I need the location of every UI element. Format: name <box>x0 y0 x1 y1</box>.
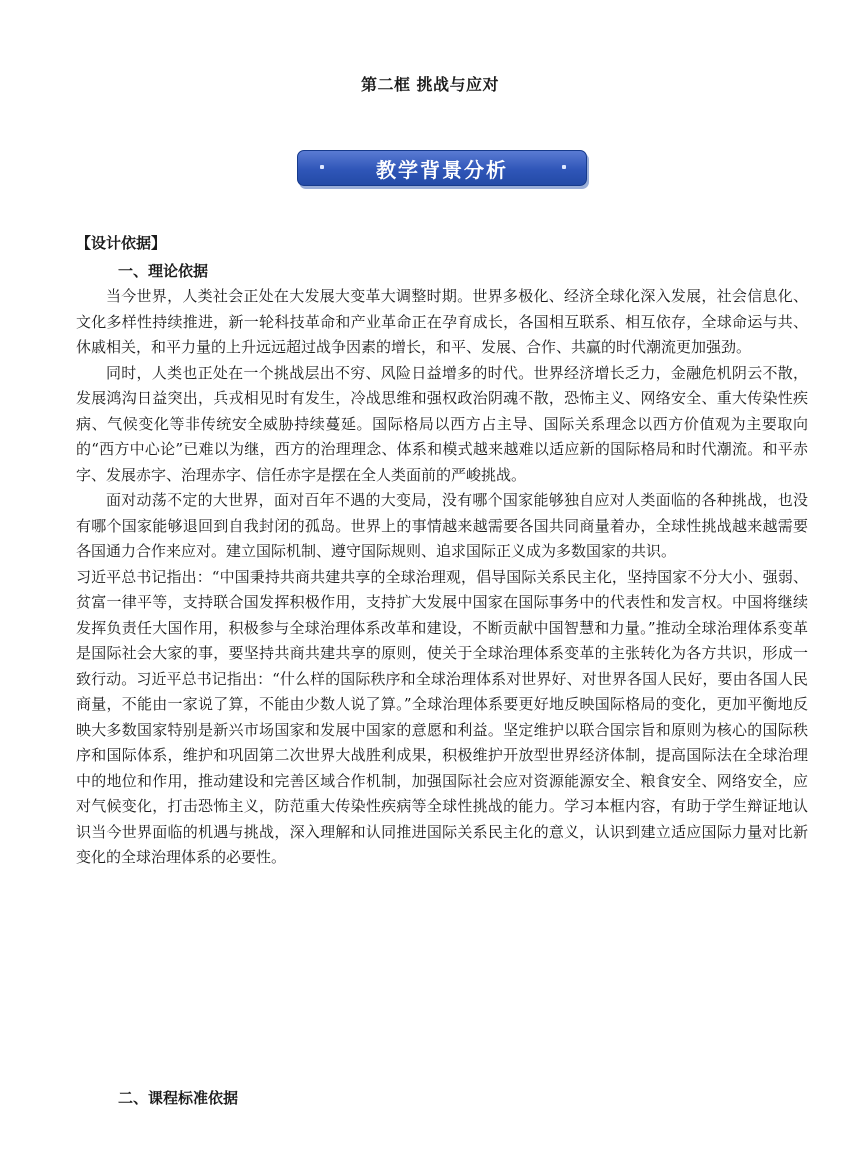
curriculum-standard-heading: 二、课程标准依据 <box>118 1089 239 1107</box>
theory-basis-heading: 一、理论依据 <box>118 262 209 280</box>
page-title: 第二框 挑战与应对 <box>360 75 500 94</box>
banner-label: 教学背景分析 <box>376 157 508 182</box>
paragraph: 习近平总书记指出：“中国秉持共商共建共享的全球治理观，倡导国际关系民主化，坚持国家不分大小、强弱、贫富一律平等，支持联合国发挥积极作用，支持扩大发展中国家在国际事务中的代表性和发言权。中国将继续发挥负责任大国作用，积极参与全球治理体系改革和建设，不断贡献中国智慧和力量。”推动全球治理体系变革是国际社会大家的事，要坚持共商共建共享的原则，使关于全球治理体系变革的主张转化为各方共识，形成一致行动。习近平总书记指出：“什么样的国际秩序和全球治理体系对世界好、对世界各国人民好，要由各国人民商量，不能由一家说了算，不能由少数人说了算。”全球治理体系要更好地反映国际格局的变化，更加平衡地反映大多数国家特别是新兴市场国家和发展中国家的意愿和利益。坚定维护以联合国宗旨和原则为核心的国际秩序和国际体系，维护和巩固第二次世界大战胜利成果，积极维护开放型世界经济体制，提高国际法在全球治理中的地位和作用，推动建设和完善区域合作机制，加强国际社会应对资源能源安全、粮食安全、网络安全，应对气候变化，打击恐怖主义，防范重大传染性疾病等全球性挑战的能力。学习本框内容，有助于学生辩证地认识当今世界面临的机遇与挑战，深入理解和认同推进国际关系民主化的意义，认识到建立适应国际力量对比新变化的全球治理体系的必要性。 <box>76 567 808 866</box>
paragraph: 同时，人类也正处在一个挑战层出不穷、风险日益增多的时代。世界经济增长乏力，金融危机阴云不散，发展鸿沟日益突出，兵戎相见时有发生，冷战思维和强权政治阴魂不散，恐怖主义、网络安全、重大传染性疾病、气候变化等非传统安全威胁持续蔓延。国际格局以西方占主导、国际关系理念以西方价值观为主要取向的“西方中心论”已难以为继，西方的治理理念、体系和模式越来越难以适应新的国际格局和时代潮流。和平赤字、发展赤字、治理赤字、信任赤字是摆在全人类面前的严峻挑战。 <box>76 363 808 484</box>
section-banner <box>297 150 587 186</box>
paragraph: 面对动荡不定的大世界，面对百年不遇的大变局，没有哪个国家能够独自应对人类面临的各种挑战，也没有哪个国家能够退回到自我封闭的孤岛。世界上的事情越来越需要各国共同商量着办，全球性挑战越来越需要各国通力合作来应对。建立国际机制、遵守国际规则、追求国际正义成为多数国家的共识。 <box>76 491 808 560</box>
paragraph: 当今世界，人类社会正处在大发展大变革大调整时期。世界多极化、经济全球化深入发展，社会信息化、文化多样性持续推进，新一轮科技革命和产业革命正在孕育成长，各国相互联系、相互依存，全球命运与共、休戚相关，和平力量的上升远远超过战争因素的增长，和平、发展、合作、共赢的时代潮流更加强劲。 <box>76 287 808 356</box>
design-basis-heading: 【设计依据】 <box>76 234 167 252</box>
banner-dot-icon <box>320 165 324 169</box>
body-text <box>76 284 808 871</box>
banner-dot-icon <box>562 165 566 169</box>
